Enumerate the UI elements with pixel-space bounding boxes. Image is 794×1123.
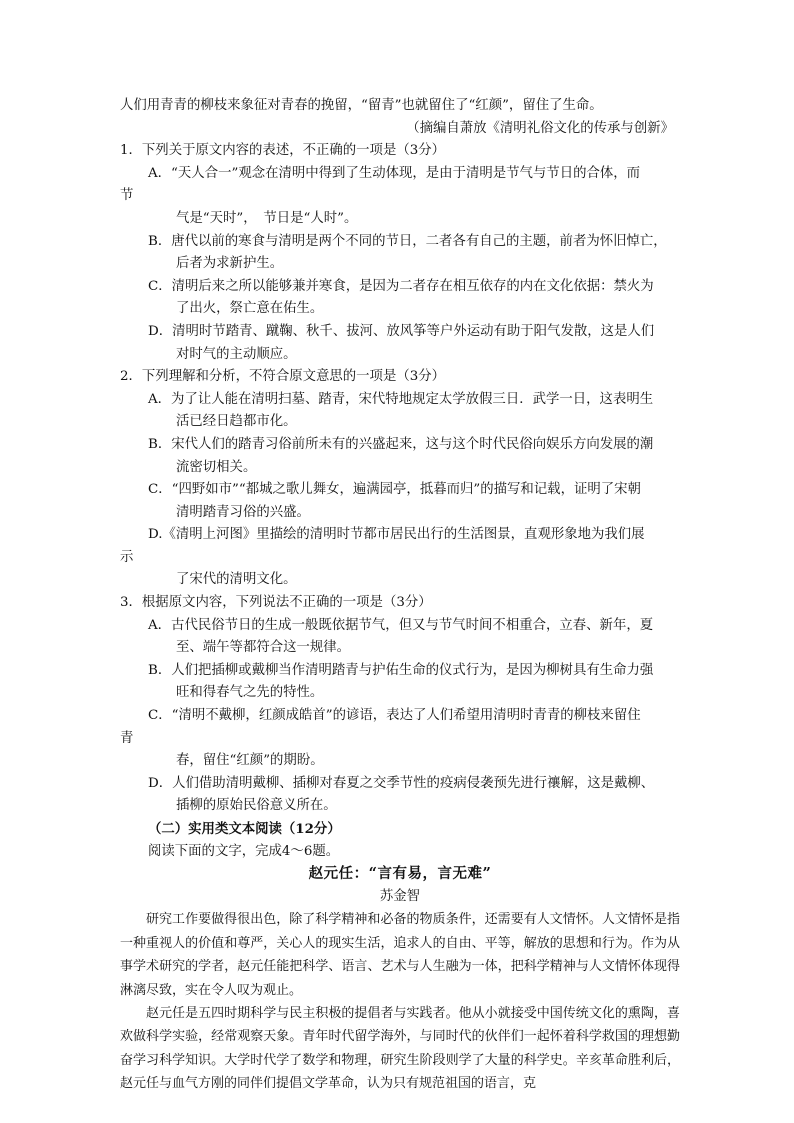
question-3	[120, 592, 680, 818]
option-a-line1: A．“天人合一”观念在清明中得到了生动体现，是由于清明是节气与节日的合体，而	[148, 165, 641, 181]
article-paragraph-2: 赵元任是五四时期科学与民主积极的提倡者与实践者。他从小就接受中国传统文化的熏陶，喜欢做科学实验，经常观察天象。青年时代留学海外，与同时代的伙伴们一起怀着科学救国的理想勤奋学习科学知识。大学时代学了数学和物理，研究生阶段则学了大量的科学史。辛亥革命胜利后，赵元任与血气方刚的同伴们提倡文学革命，认为只有规范祖国的语言，克	[120, 1006, 680, 1092]
article-paragraph-1: 研究工作要做得很出色，除了科学精神和必备的物质条件，还需要有人文情怀。人文情怀是指一种重视人的价值和尊严，关心人的现实生活，追求人的自由、平等，解放的思想和行为。作为从事学术研究的学者，赵元任能把科学、语言、艺术与人生融为一体，把科学精神与人文情怀体现得淋漓尽致，实在令人叹为观止。	[120, 912, 680, 998]
option-d-line1: D．人们借助清明戴柳、插柳对春夏之交季节性的疫病侵袭预先进行禳解，这是戴柳、	[148, 775, 655, 791]
question-stem: 1．下列关于原文内容的表述，不正确的一项是（3分）	[120, 143, 446, 159]
option-a-line2: 节	[120, 188, 134, 204]
option-b-line2: 流密切相关。	[176, 459, 257, 475]
option-c-line2: 清明踏青习俗的兴盛。	[176, 504, 310, 520]
option-c-line1: C．清明后来之所以能够兼并寒食，是因为二者存在相互依存的内在文化依据：禁火为	[148, 278, 654, 294]
option-a-line1: A．古代民俗节日的生成一般既依据节气，但又与节气时间不相重合，立春、新年，夏	[148, 617, 654, 633]
question-stem: 3．根据原文内容，下列说法不正确的一项是（3分）	[120, 595, 432, 611]
option-b-line1: B．人们把插柳或戴柳当作清明踏青与护佑生命的仪式行为，是因为柳树具有生命力强	[148, 662, 654, 678]
option-c-line2: 了出火，祭亡意在佑生。	[176, 301, 324, 317]
section-instruction: 阅读下面的文字，完成4～6题。	[148, 843, 340, 859]
option-d-line3: 了宋代的清明文化。	[176, 572, 297, 588]
option-d-line2: 对时气的主动顺应。	[176, 346, 297, 362]
document-page	[120, 95, 680, 1096]
option-b-line2: 旺和得春气之先的特性。	[176, 685, 324, 701]
option-b-line1: B．唐代以前的寒食与清明是两个不同的节日，二者各有自己的主题，前者为怀旧悼亡，	[148, 233, 667, 249]
section-heading: （二）实用类文本阅读（12分）	[148, 821, 341, 837]
question-stem: 2．下列理解和分析，不符合原文意思的一项是（3分）	[120, 369, 446, 385]
option-c-line3: 春，留住“红颜”的期盼。	[176, 753, 324, 769]
article-author: 苏金智	[379, 888, 421, 904]
option-b-line2: 后者为求新护生。	[176, 256, 284, 272]
option-d-line1: D．清明时节踏青、蹴鞠、秋千、拔河、放风筝等户外运动有助于阳气发散，这是人们	[148, 323, 655, 339]
option-b-line1: B．宋代人们的踏青习俗前所未有的兴盛起来，这与这个时代民俗向娱乐方向发展的潮	[148, 436, 654, 452]
source-citation: （摘编自萧放《清明礼俗文化的传承与创新》	[406, 120, 674, 136]
option-c-line2: 青	[120, 730, 134, 746]
option-d-line2: 示	[120, 549, 134, 565]
option-d-line2: 插柳的原始民俗意义所在。	[176, 798, 337, 814]
question-1	[120, 140, 680, 366]
option-a-line2: 至、端午等都符合这一规律。	[176, 640, 351, 656]
option-a-line1: A．为了让人能在清明扫墓、踏青，宋代特地规定太学放假三日．武学一日，这表明生	[148, 391, 654, 407]
question-2	[120, 366, 680, 592]
option-a-line2: 活已经日趋都市化。	[176, 414, 297, 430]
option-d-line1: D.《清明上河图》里描绘的清明时节都市居民出行的生活图景，直观形象地为我们展	[148, 527, 645, 543]
option-a-line3: 气是“天时”， 节日是“人时”。	[176, 210, 358, 226]
article-title: 赵元任：“言有易，言无难”	[308, 865, 492, 883]
option-c-line1: C．“清明不戴柳，红颜成皓首”的谚语，表达了人们希望用清明时青青的柳枝来留住	[148, 708, 641, 724]
intro-line: 人们用青青的柳枝来象征对青春的挽留，“留青”也就留住了“红颜”，留住了生命。	[120, 98, 603, 113]
option-c-line1: C．“四野如市”“都城之歌儿舞女，遍满园亭，抵暮而归”的描写和记载，证明了宋朝	[148, 482, 641, 498]
